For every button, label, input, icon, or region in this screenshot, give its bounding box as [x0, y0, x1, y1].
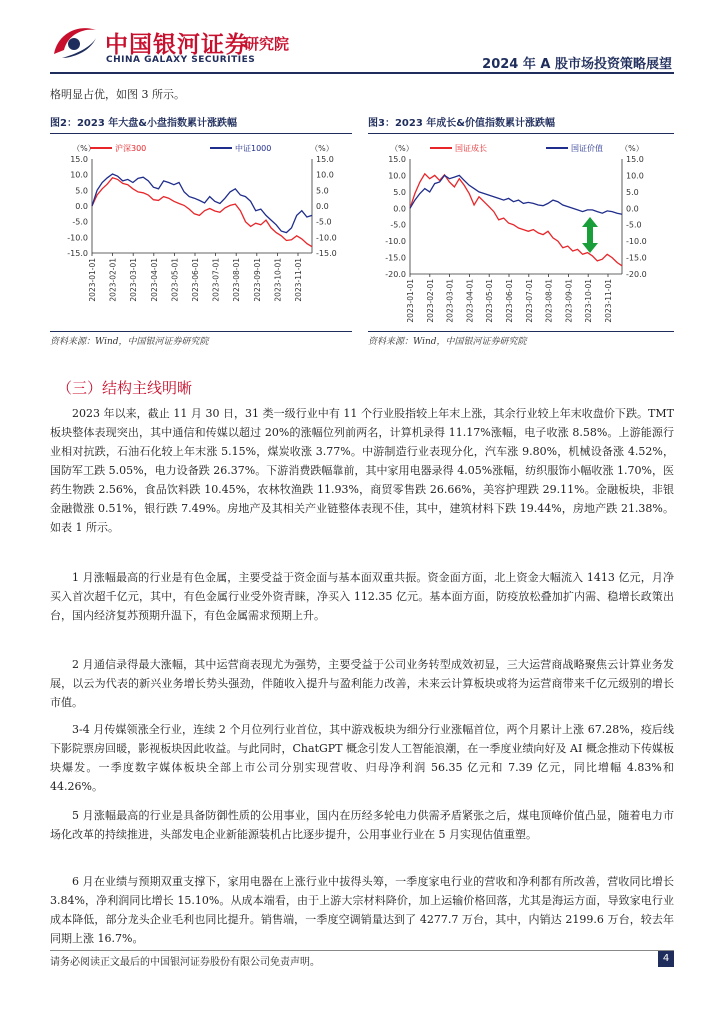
- y-tick-label-right: -15.0: [316, 249, 337, 258]
- report-title: 2024 年 A 股市场投资策略展望: [482, 57, 672, 72]
- series-line: [92, 174, 312, 233]
- brand-name-cn: 中国银河证券: [105, 32, 249, 58]
- x-tick-label: 2023-01-01: [88, 258, 97, 302]
- x-tick-label: 2023-08-01: [544, 279, 554, 323]
- x-tick-label: 2023-04-01: [465, 279, 475, 323]
- y-tick-label-left: -5.0: [72, 217, 88, 227]
- intro-text: 格明显占优，如图 3 所示。: [50, 88, 185, 101]
- paragraph-june: 6 月在业绩与预期双重支撑下，家用电器在上涨行业中拔得头筹，一季度家电行业的营收和净利都有所改善，营收同比增长 3.84%，净利润同比增长 15.10%。从成本端看，由于上游大宗材料降价，加上运输价格回落，尤其是海运方面，导致家电行业成本降低，部分龙头企业毛利也同比提升。销售端，一季度空调销量达到了 4277.7 万台，其中，内销达 2199.6 万台，较去年同期上涨 16.7%。: [50, 875, 674, 945]
- y-tick-label-right: -10.0: [316, 233, 337, 243]
- y-tick-label-left: -15.0: [67, 249, 88, 258]
- y-tick-label-right: -15.0: [626, 253, 647, 263]
- y-tick-label-left: 5.0: [393, 187, 406, 197]
- legend-label: 沪深300: [115, 144, 147, 153]
- y-tick-label-left: 0.0: [393, 204, 406, 214]
- chart-large-small-cap: [50, 131, 352, 331]
- paragraph-may: 5 月涨幅最高的行业是具备防御性质的公用事业，国内在历经多轮电力供需矛盾紧张之后，煤电顶峰价值凸显，随着电力市场化改革的持续推进，头部发电企业新能源装机占比逐步提升，公用事业行业在 5 月实现估值重塑。: [50, 809, 674, 841]
- x-tick-label: 2023-07-01: [211, 258, 221, 302]
- figure-title: 图3：2023 年成长&价值指数累计涨跌幅: [368, 118, 555, 129]
- y-tick-label-left: -10.0: [67, 233, 88, 243]
- x-tick-label: 2023-09-01: [252, 258, 262, 302]
- divergence-arrow-icon: [582, 217, 598, 253]
- page-number: 4: [658, 951, 674, 967]
- y-tick-label-left: -15.0: [385, 253, 406, 263]
- page-header: [0, 0, 724, 75]
- y-tick-label-right: 10.0: [316, 170, 334, 180]
- series-line: [410, 175, 622, 214]
- y-tick-label-right: 10.0: [626, 171, 644, 181]
- x-tick-label: 2023-06-01: [505, 279, 514, 323]
- brand-subtitle: 研究院: [244, 35, 290, 53]
- paragraph-february: 2 月通信录得最大涨幅，其中运营商表现尤为强势，主要受益于公司业务转型成效初显，三大运营商战略聚焦云计算业务发展，以云为代表的新兴业务增长势头强劲，伴随收入提升与盈利能力改善，未来云计算板块或将为运营商带来千亿元级别的增长市值。: [50, 658, 674, 709]
- y-tick-label-right: 0.0: [626, 204, 639, 214]
- x-tick-label: 2023-05-01: [485, 279, 495, 323]
- y-tick-label-left: 15.0: [388, 155, 406, 164]
- figure-bottom-rule: [50, 331, 352, 332]
- y-tick-label-right: 15.0: [626, 155, 644, 164]
- paragraph-january: 1 月涨幅最高的行业是有色金属，主要受益于资金面与基本面双重共振。资金面方面，北上资金大幅流入 1413 亿元，月净买入首次超千亿元，其中，有色金属行业受外资青睐，净买入 112.35 亿元。基本面方面，防疫放松叠加扩内需、稳增长政策出台，国内经济复苏预期升温下，有色金属需求预期上升。: [50, 571, 674, 622]
- figure-3: [368, 114, 674, 354]
- legend-label: 国证价值: [571, 144, 603, 153]
- x-tick-label: 2023-09-01: [564, 279, 574, 323]
- figure-source: 资料来源：Wind，中国银河证券研究院: [50, 337, 209, 347]
- x-tick-label: 2023-02-01: [108, 258, 118, 302]
- chart-growth-value: [368, 131, 674, 331]
- y-tick-label-left: -10.0: [385, 237, 406, 247]
- x-tick-label: 2023-04-01: [149, 258, 159, 302]
- brand-name-en: CHINA GALAXY SECURITIES: [106, 55, 256, 65]
- legend-label: 国证成长: [455, 144, 487, 153]
- x-tick-label: 2023-01-01: [406, 279, 415, 323]
- y-tick-label-left: 10.0: [70, 170, 88, 180]
- x-tick-label: 2023-03-01: [129, 258, 139, 302]
- y-tick-label-right: -10.0: [626, 237, 647, 247]
- paragraph-overview: 2023 年以来，截止 11 月 30 日，31 类一级行业中有 11 个行业股指较上年末上涨，其余行业较上年末收盘价下跌。TMT 板块整体表现突出，其中通信和传媒以超过 20%的涨幅位列前两名，计算机录得 11.17%涨幅，电子收涨 8.58%。上游能源行业相对抗跌，石油石化较上年末涨 5.15%，煤炭收涨 3.77%。中游制造行业表现分化，汽车涨 9.80%，机械设备涨 4.52%，国防军工跌 5.05%，电力设备跌 26.37%。下游消费跌幅靠前，其中家用电器录得 4.05%涨幅，纺织服饰小幅收涨 1.70%，医药生物跌 2.56%，食品饮料跌 10.45%，农林牧渔跌 11.93%，商贸零售跌 26.66%，美容护理跌 29.11%。金融板块，非银金融微涨 0.51%，银行跌 7.49%。房地产及其相关产业链整体表现不佳，其中，建筑材料下跌 19.44%，房地产跌 21.38%。如表 1 所示。: [50, 407, 674, 534]
- y-tick-label-left: -5.0: [390, 220, 406, 230]
- y-tick-label-left: 0.0: [75, 202, 88, 211]
- y-tick-label-left: 5.0: [75, 186, 88, 196]
- legend-label: 中证1000: [235, 144, 272, 153]
- figure-2: [50, 114, 352, 354]
- galaxy-logo-icon: [50, 24, 100, 62]
- figure-bottom-rule: [368, 331, 674, 332]
- arrow-shape: [582, 217, 598, 253]
- footer-disclaimer: 请务必阅读正文最后的中国银河证券股份有限公司免责声明。: [50, 957, 320, 968]
- y-tick-label-right: -5.0: [316, 217, 332, 227]
- y-tick-label-left: -20.0: [385, 270, 406, 279]
- y-tick-label-right: 0.0: [316, 202, 329, 211]
- x-tick-label: 2023-02-01: [425, 279, 435, 323]
- y-tick-label-right: 15.0: [316, 155, 334, 164]
- x-tick-label: 2023-11-01: [604, 279, 613, 323]
- series-line: [92, 178, 312, 247]
- y-unit-right: （%）: [620, 144, 644, 153]
- x-tick-label: 2023-10-01: [273, 258, 283, 302]
- header-divider: [50, 72, 674, 74]
- x-tick-label: 2023-06-01: [191, 258, 200, 302]
- x-tick-label: 2023-05-01: [170, 258, 180, 302]
- x-tick-label: 2023-10-01: [584, 279, 594, 323]
- y-tick-label-left: 10.0: [388, 171, 406, 181]
- x-tick-label: 2023-11-01: [294, 258, 303, 302]
- x-tick-label: 2023-08-01: [232, 258, 242, 302]
- x-tick-label: 2023-07-01: [524, 279, 534, 323]
- y-tick-label-right: -5.0: [626, 220, 642, 230]
- y-unit-left: （%）: [390, 144, 414, 153]
- y-unit-right: （%）: [310, 144, 334, 153]
- y-tick-label-right: -20.0: [626, 270, 647, 279]
- figure-source: 资料来源：Wind，中国银河证券研究院: [368, 337, 527, 347]
- footer-divider: [50, 950, 674, 951]
- y-unit-left: （%）: [72, 144, 96, 153]
- y-tick-label-left: 15.0: [70, 155, 88, 164]
- y-tick-label-right: 5.0: [626, 187, 639, 197]
- figure-title: 图2：2023 年大盘&小盘指数累计涨跌幅: [50, 118, 237, 129]
- x-tick-label: 2023-03-01: [445, 279, 455, 323]
- y-tick-label-right: 5.0: [316, 186, 329, 196]
- paragraph-march-april: 3-4 月传媒领涨全行业，连续 2 个月位列行业首位，其中游戏板块为细分行业涨幅首位，两个月累计上涨 67.28%，疫后线下影院票房回暖，影视板块因此收益。与此同时，ChatGPT 概念引发人工智能浪潮，在一季度业绩向好及 AI 概念推动下传媒板块爆发。一季度数字媒体板块全部上市公司分别实现营收、归母净利润 56.35 亿元和 7.39 亿元，同比增幅 4.83%和 44.26%。: [50, 723, 674, 793]
- section-title: （三）结构主线明晰: [57, 379, 193, 397]
